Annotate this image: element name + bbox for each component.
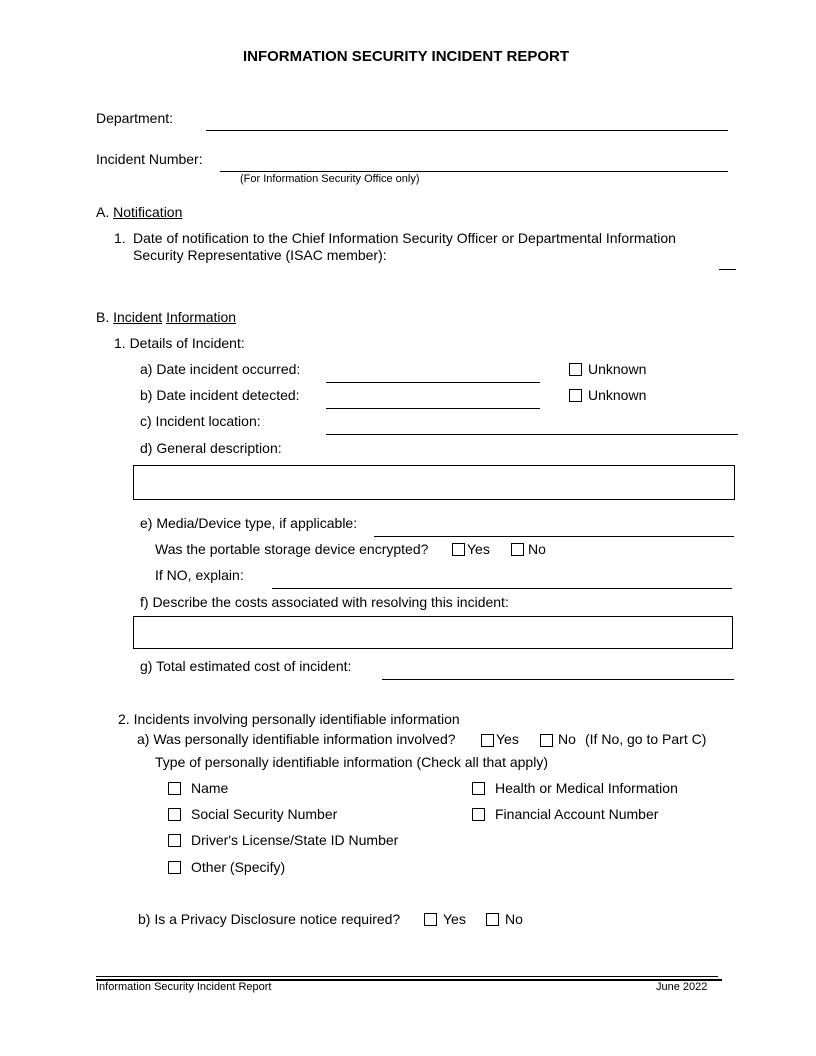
privacy-no-checkbox[interactable]: [486, 913, 499, 926]
pii-ssn-checkbox[interactable]: [168, 808, 181, 821]
privacy-notice-question: b) Is a Privacy Disclosure notice required?: [138, 911, 401, 927]
if-no-explain-field[interactable]: [272, 588, 732, 589]
pii-type-label: Type of personally identifiable information (Check all that apply): [155, 754, 548, 770]
date-detected-label: b) Date incident detected:: [140, 387, 300, 403]
details-heading: 1. Details of Incident:: [114, 335, 245, 351]
pii-name-label: Name: [191, 780, 229, 796]
occurred-unknown-checkbox[interactable]: [569, 363, 582, 376]
media-device-field[interactable]: [374, 536, 734, 537]
section-b-heading: [96, 309, 236, 325]
privacy-no-label: No: [505, 911, 523, 927]
pii-yes-checkbox[interactable]: [481, 734, 494, 747]
section-a-title: Notification: [113, 204, 183, 220]
pii-go-to-note: (If No, go to Part C): [585, 731, 707, 747]
date-occurred-label: a) Date incident occurred:: [140, 361, 301, 377]
department-field[interactable]: [206, 130, 728, 131]
date-occurred-field[interactable]: [326, 382, 540, 383]
footer-rule-top: [96, 976, 718, 977]
section-b-title-word2: Information: [166, 309, 237, 325]
notification-date-field[interactable]: [719, 269, 736, 270]
total-cost-field[interactable]: [382, 679, 734, 680]
incident-number-field[interactable]: [220, 171, 728, 172]
privacy-yes-checkbox[interactable]: [424, 913, 437, 926]
pii-drivers-license-checkbox[interactable]: [168, 834, 181, 847]
if-no-explain-label: If NO, explain:: [155, 567, 244, 583]
incident-number-label: Incident Number:: [96, 151, 203, 167]
incident-number-note: (For Information Security Office only): [240, 173, 420, 185]
section-b-title-word1: Incident: [113, 309, 163, 325]
section-b-prefix: B.: [96, 309, 110, 325]
encrypted-yes-checkbox[interactable]: [452, 543, 465, 556]
pii-health-label: Health or Medical Information: [495, 780, 678, 796]
pii-other-checkbox[interactable]: [168, 861, 181, 874]
costs-description-box[interactable]: [133, 616, 733, 649]
detected-unknown-label: Unknown: [588, 387, 647, 403]
pii-financial-label: Financial Account Number: [495, 806, 659, 822]
pii-drivers-license-label: Driver's License/State ID Number: [191, 832, 399, 848]
pii-name-checkbox[interactable]: [168, 782, 181, 795]
pii-ssn-label: Social Security Number: [191, 806, 338, 822]
footer-left-text: Information Security Incident Report: [96, 981, 272, 993]
incident-location-label: c) Incident location:: [140, 413, 261, 429]
pii-heading: 2. Incidents involving personally identifiable information: [118, 711, 460, 727]
general-description-box[interactable]: [133, 465, 735, 500]
section-a-prefix: A.: [96, 204, 110, 220]
pii-financial-checkbox[interactable]: [472, 808, 485, 821]
page-title: INFORMATION SECURITY INCIDENT REPORT: [242, 48, 570, 65]
general-description-label: d) General description:: [140, 440, 282, 456]
encrypted-no-checkbox[interactable]: [511, 543, 524, 556]
total-cost-label: g) Total estimated cost of incident:: [140, 658, 352, 674]
media-device-label: e) Media/Device type, if applicable:: [140, 515, 358, 531]
incident-location-field[interactable]: [326, 434, 738, 435]
encrypted-question: Was the portable storage device encrypted?: [155, 541, 429, 557]
pii-no-checkbox[interactable]: [540, 734, 553, 747]
date-detected-field[interactable]: [326, 408, 540, 409]
section-a-heading: [96, 204, 182, 220]
occurred-unknown-label: Unknown: [588, 361, 647, 377]
department-label: Department:: [96, 110, 174, 126]
section-a-item1-line2: Security Representative (ISAC member):: [133, 247, 387, 263]
pii-health-checkbox[interactable]: [472, 782, 485, 795]
pii-question-a: a) Was personally identifiable information involved?: [137, 731, 456, 747]
encrypted-yes-label: Yes: [467, 541, 490, 557]
costs-description-label: f) Describe the costs associated with resolving this incident:: [140, 594, 509, 610]
pii-yes-label: Yes: [496, 731, 519, 747]
footer-right-text: June 2022: [656, 981, 708, 993]
section-a-item1-number: 1.: [114, 230, 126, 246]
pii-no-label: No: [558, 731, 576, 747]
section-a-item1-line1: Date of notification to the Chief Information Security Officer or Departmental Information: [133, 230, 676, 246]
pii-other-label: Other (Specify): [191, 859, 286, 875]
detected-unknown-checkbox[interactable]: [569, 389, 582, 402]
privacy-yes-label: Yes: [443, 911, 466, 927]
encrypted-no-label: No: [528, 541, 546, 557]
